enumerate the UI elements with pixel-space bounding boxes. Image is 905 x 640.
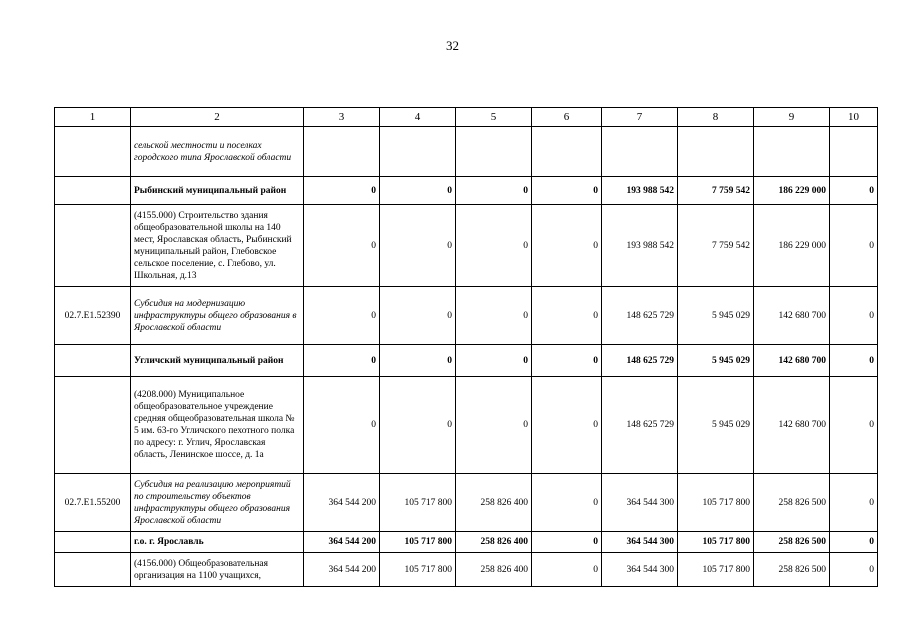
value-cell: 7 759 542 — [678, 205, 754, 287]
value-cell: 0 — [532, 177, 602, 205]
header-cell: 3 — [304, 108, 380, 127]
value-cell: 0 — [380, 345, 456, 377]
budget-code-cell — [55, 553, 131, 587]
value-cell: 148 625 729 — [602, 345, 678, 377]
value-cell: 0 — [304, 377, 380, 474]
description-cell: (4208.000) Муниципальное общеобразовательное учреждение средняя общеобразовательная школа № 5 им. 63-го Угличского пехотного полка по адресу: г. Углич, Ярославская область, Ленинское шоссе, д. 1а — [131, 377, 304, 474]
value-cell: 0 — [830, 532, 878, 553]
value-cell: 0 — [830, 345, 878, 377]
value-cell: 0 — [830, 287, 878, 345]
header-cell: 4 — [380, 108, 456, 127]
value-cell: 258 826 500 — [754, 474, 830, 532]
value-cell: 258 826 500 — [754, 532, 830, 553]
value-cell: 0 — [830, 377, 878, 474]
value-cell: 5 945 029 — [678, 345, 754, 377]
value-cell: 142 680 700 — [754, 345, 830, 377]
value-cell: 0 — [456, 287, 532, 345]
value-cell: 105 717 800 — [380, 474, 456, 532]
value-cell — [754, 127, 830, 177]
value-cell: 105 717 800 — [678, 474, 754, 532]
table-row — [55, 287, 878, 345]
value-cell: 0 — [830, 553, 878, 587]
description-cell: сельской местности и поселках городского типа Ярославской области — [131, 127, 304, 177]
header-cell: 6 — [532, 108, 602, 127]
value-cell: 0 — [532, 474, 602, 532]
budget-code-cell — [55, 177, 131, 205]
description-cell: (4155.000) Строительство здания общеобразовательной школы на 140 мест, Ярославская область, Рыбинский муниципальный район, Глебовское сельское поселение, с. Глебово, ул. Школьная, д.13 — [131, 205, 304, 287]
value-cell: 364 544 200 — [304, 474, 380, 532]
value-cell: 105 717 800 — [678, 553, 754, 587]
value-cell: 5 945 029 — [678, 377, 754, 474]
value-cell: 0 — [532, 377, 602, 474]
budget-code-cell — [55, 532, 131, 553]
value-cell: 0 — [532, 205, 602, 287]
value-cell: 0 — [304, 287, 380, 345]
header-cell: 9 — [754, 108, 830, 127]
budget-table — [54, 107, 878, 587]
value-cell: 7 759 542 — [678, 177, 754, 205]
value-cell: 258 826 400 — [456, 474, 532, 532]
value-cell: 142 680 700 — [754, 377, 830, 474]
value-cell: 0 — [532, 345, 602, 377]
value-cell: 0 — [830, 177, 878, 205]
description-cell: Рыбинский муниципальный район — [131, 177, 304, 205]
value-cell: 186 229 000 — [754, 177, 830, 205]
budget-code-cell — [55, 377, 131, 474]
value-cell: 0 — [532, 287, 602, 345]
table-body — [55, 108, 878, 587]
value-cell: 364 544 300 — [602, 553, 678, 587]
table-row — [55, 127, 878, 177]
value-cell: 0 — [456, 205, 532, 287]
value-cell: 258 826 400 — [456, 532, 532, 553]
budget-code-cell — [55, 127, 131, 177]
description-cell: (4156.000) Общеобразовательная организация на 1100 учащихся, — [131, 553, 304, 587]
value-cell: 0 — [304, 205, 380, 287]
value-cell: 0 — [456, 345, 532, 377]
value-cell — [304, 127, 380, 177]
value-cell: 186 229 000 — [754, 205, 830, 287]
value-cell: 0 — [532, 532, 602, 553]
table-row — [55, 205, 878, 287]
value-cell: 364 544 300 — [602, 474, 678, 532]
value-cell: 0 — [380, 205, 456, 287]
table-row — [55, 532, 878, 553]
table-row — [55, 177, 878, 205]
budget-code-cell — [55, 205, 131, 287]
value-cell: 0 — [830, 205, 878, 287]
value-cell: 193 988 542 — [602, 177, 678, 205]
value-cell: 105 717 800 — [380, 532, 456, 553]
value-cell: 148 625 729 — [602, 377, 678, 474]
value-cell — [678, 127, 754, 177]
table-row — [55, 377, 878, 474]
header-cell: 1 — [55, 108, 131, 127]
value-cell: 193 988 542 — [602, 205, 678, 287]
header-cell: 8 — [678, 108, 754, 127]
value-cell: 148 625 729 — [602, 287, 678, 345]
value-cell: 0 — [380, 377, 456, 474]
value-cell: 105 717 800 — [678, 532, 754, 553]
budget-code-cell: 02.7.E1.55200 — [55, 474, 131, 532]
value-cell: 258 826 400 — [456, 553, 532, 587]
description-cell: г.о. г. Ярославль — [131, 532, 304, 553]
value-cell: 142 680 700 — [754, 287, 830, 345]
value-cell: 364 544 200 — [304, 553, 380, 587]
description-cell: Угличский муниципальный район — [131, 345, 304, 377]
value-cell: 0 — [532, 553, 602, 587]
value-cell: 0 — [380, 287, 456, 345]
value-cell — [830, 127, 878, 177]
value-cell: 0 — [456, 377, 532, 474]
value-cell: 364 544 200 — [304, 532, 380, 553]
value-cell: 0 — [304, 345, 380, 377]
value-cell — [380, 127, 456, 177]
value-cell — [602, 127, 678, 177]
header-cell: 10 — [830, 108, 878, 127]
value-cell: 258 826 500 — [754, 553, 830, 587]
value-cell: 0 — [304, 177, 380, 205]
table-row — [55, 553, 878, 587]
header-row — [55, 108, 878, 127]
description-cell: Субсидия на модернизацию инфраструктуры общего образования в Ярославской области — [131, 287, 304, 345]
value-cell: 364 544 300 — [602, 532, 678, 553]
budget-code-cell — [55, 345, 131, 377]
table-row — [55, 345, 878, 377]
value-cell: 0 — [830, 474, 878, 532]
value-cell: 5 945 029 — [678, 287, 754, 345]
value-cell — [532, 127, 602, 177]
page-number: 32 — [446, 38, 459, 53]
header-cell: 7 — [602, 108, 678, 127]
table-row — [55, 474, 878, 532]
value-cell: 105 717 800 — [380, 553, 456, 587]
description-cell: Субсидия на реализацию мероприятий по строительству объектов инфраструктуры общего образования Ярославской области — [131, 474, 304, 532]
value-cell — [456, 127, 532, 177]
header-cell: 5 — [456, 108, 532, 127]
value-cell: 0 — [456, 177, 532, 205]
header-cell: 2 — [131, 108, 304, 127]
budget-code-cell: 02.7.E1.52390 — [55, 287, 131, 345]
value-cell: 0 — [380, 177, 456, 205]
